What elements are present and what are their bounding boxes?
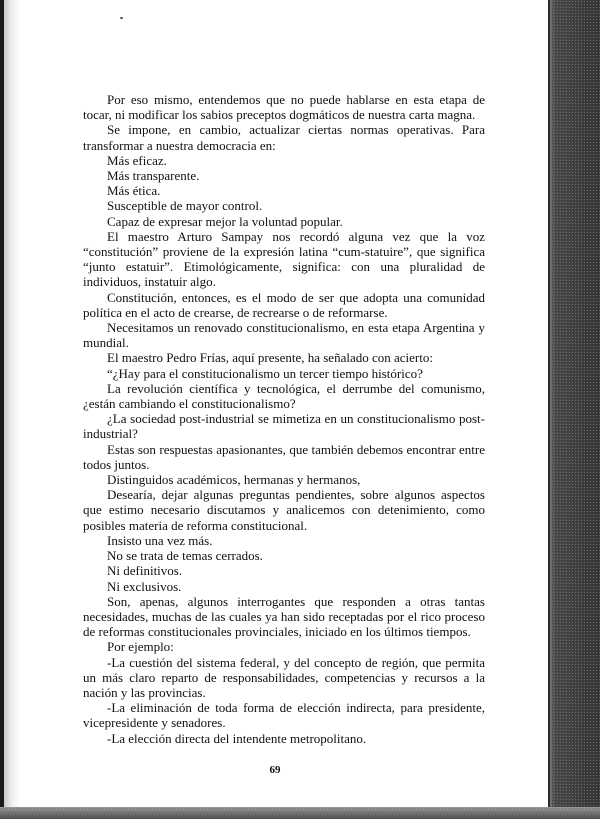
list-item: Más ética. <box>107 183 161 199</box>
paragraph: Desearía, dejar algunas preguntas pendientes, sobre algunos aspectos que estimo necesario discutamos y analicemos con detenimiento, como posibles materia de reforma constitucional. <box>83 487 485 533</box>
list-item: Insisto una vez más. <box>107 532 213 548</box>
body-text <box>83 92 485 746</box>
paragraph: Por ejemplo: <box>107 639 174 655</box>
list-item: Capaz de expresar mejor la voluntad popular. <box>107 213 343 229</box>
page-number: 69 <box>269 764 281 776</box>
scan-speck <box>120 17 123 19</box>
reform-item: -La cuestión del sistema federal, y del concepto de región, que permita un más claro reparto de responsabilidades, competencias y recursos a la nación y las provincias. <box>83 654 485 700</box>
list-item: Más transparente. <box>107 168 200 184</box>
list-item: Más eficaz. <box>107 152 167 168</box>
list-item: Susceptible de mayor control. <box>107 198 263 214</box>
quote-paragraph: ¿La sociedad post-industrial se mimetiza en un constitucionalismo post-industrial? <box>83 411 485 442</box>
paragraph: Son, apenas, algunos interrogantes que responden a otras tantas necesidades, muchas de las cuales ya han sido receptadas por el rico proceso de reformas constitucionales provinciales, iniciado en los últimos tiempos. <box>83 593 485 640</box>
scan-border-bottom <box>0 807 600 819</box>
binding-shadow <box>4 0 20 819</box>
paragraph: Estas son respuestas apasionantes, que también debemos encontrar entre todos juntos. <box>83 441 485 472</box>
paragraph: El maestro Arturo Sampay nos recordó alguna vez que la voz “constitución” proviene de la expresión latina “cum-statuire”, que significa “junto estatuir”. Etimológicamente, significa: con una pluralidad de individuos, instatuir algo. <box>83 228 485 290</box>
quote-paragraph: “¿Hay para el constitucionalismo un tercer tiempo histórico? <box>107 365 423 381</box>
reform-item: -La elección directa del intendente metropolitano. <box>107 730 367 746</box>
list-item: Ni exclusivos. <box>107 578 182 594</box>
scan-border-right <box>550 0 600 819</box>
paragraph: El maestro Pedro Frías, aquí presente, ha señalado con acierto: <box>107 350 433 366</box>
paragraph: Por eso mismo, entendemos que no puede hablarse en esta etapa de tocar, ni modificar los sabios preceptos dogmáticos de nuestra carta magna. <box>83 92 485 123</box>
paragraph: Distinguidos académicos, hermanas y hermanos, <box>107 472 361 488</box>
list-item: No se trata de temas cerrados. <box>107 548 263 564</box>
reform-item: -La eliminación de toda forma de elección indirecta, para presidente, vicepresidente y senadores. <box>83 700 485 731</box>
paragraph: Se impone, en cambio, actualizar ciertas normas operativas. Para transformar a nuestra democracia en: <box>83 122 485 153</box>
paragraph: Necesitamos un renovado constitucionalismo, en esta etapa Argentina y mundial. <box>83 320 485 351</box>
paragraph: Constitución, entonces, es el modo de ser que adopta una comunidad política en el acto de crearse, de recrearse o de reformarse. <box>83 289 485 320</box>
quote-paragraph: La revolución científica y tecnológica, el derrumbe del comunismo, ¿están cambiando el constitucionalismo? <box>83 380 485 412</box>
list-item: Ni definitivos. <box>107 563 183 579</box>
